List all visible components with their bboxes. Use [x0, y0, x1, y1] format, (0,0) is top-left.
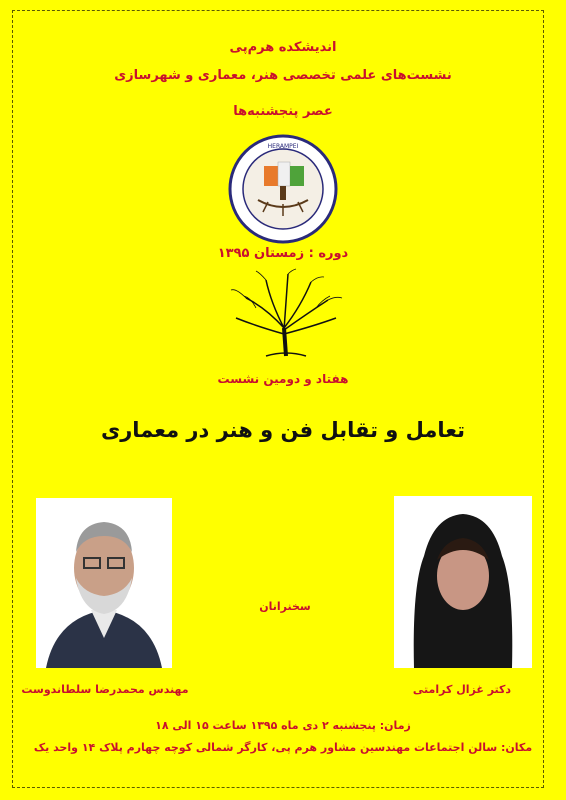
event-location: مکان: سالن اجتماعات مهندسین مشاور هرم پی، کارگر شمالی کوچه چهارم پلاک ۱۴ واحد یک: [33, 741, 533, 754]
speakers-label: سخنرانان: [259, 600, 311, 613]
institute-name: اندیشکده هرم‌پی: [229, 40, 337, 55]
series-title: نشست‌های علمی تخصصی هنر، معماری و شهرسازی: [114, 68, 452, 83]
speaker-name: مهندس محمدرضا سلطاندوست: [21, 683, 189, 696]
event-time: زمان: پنجشنبه ۲ دی ماه ۱۳۹۵ ساعت ۱۵ الی ۱۸: [155, 719, 411, 732]
course-period: دوره : زمستان ۱۳۹۵: [217, 246, 349, 261]
tree-illustration: [226, 268, 346, 358]
logo-text: HERAMPEI: [267, 143, 299, 150]
poster-border: [12, 10, 544, 788]
herampei-logo: [228, 134, 338, 244]
speaker-name: دکتر غزال کرامتی: [412, 683, 512, 696]
speaker-photo-woman: [394, 496, 532, 668]
lecture-title: تعامل و تقابل فن و هنر در معماری: [100, 418, 466, 442]
session-number: هفتاد و دومین نشست: [217, 372, 349, 386]
speaker-photo-man: [36, 498, 172, 668]
series-day: عصر پنجشنبه‌ها: [233, 104, 333, 119]
